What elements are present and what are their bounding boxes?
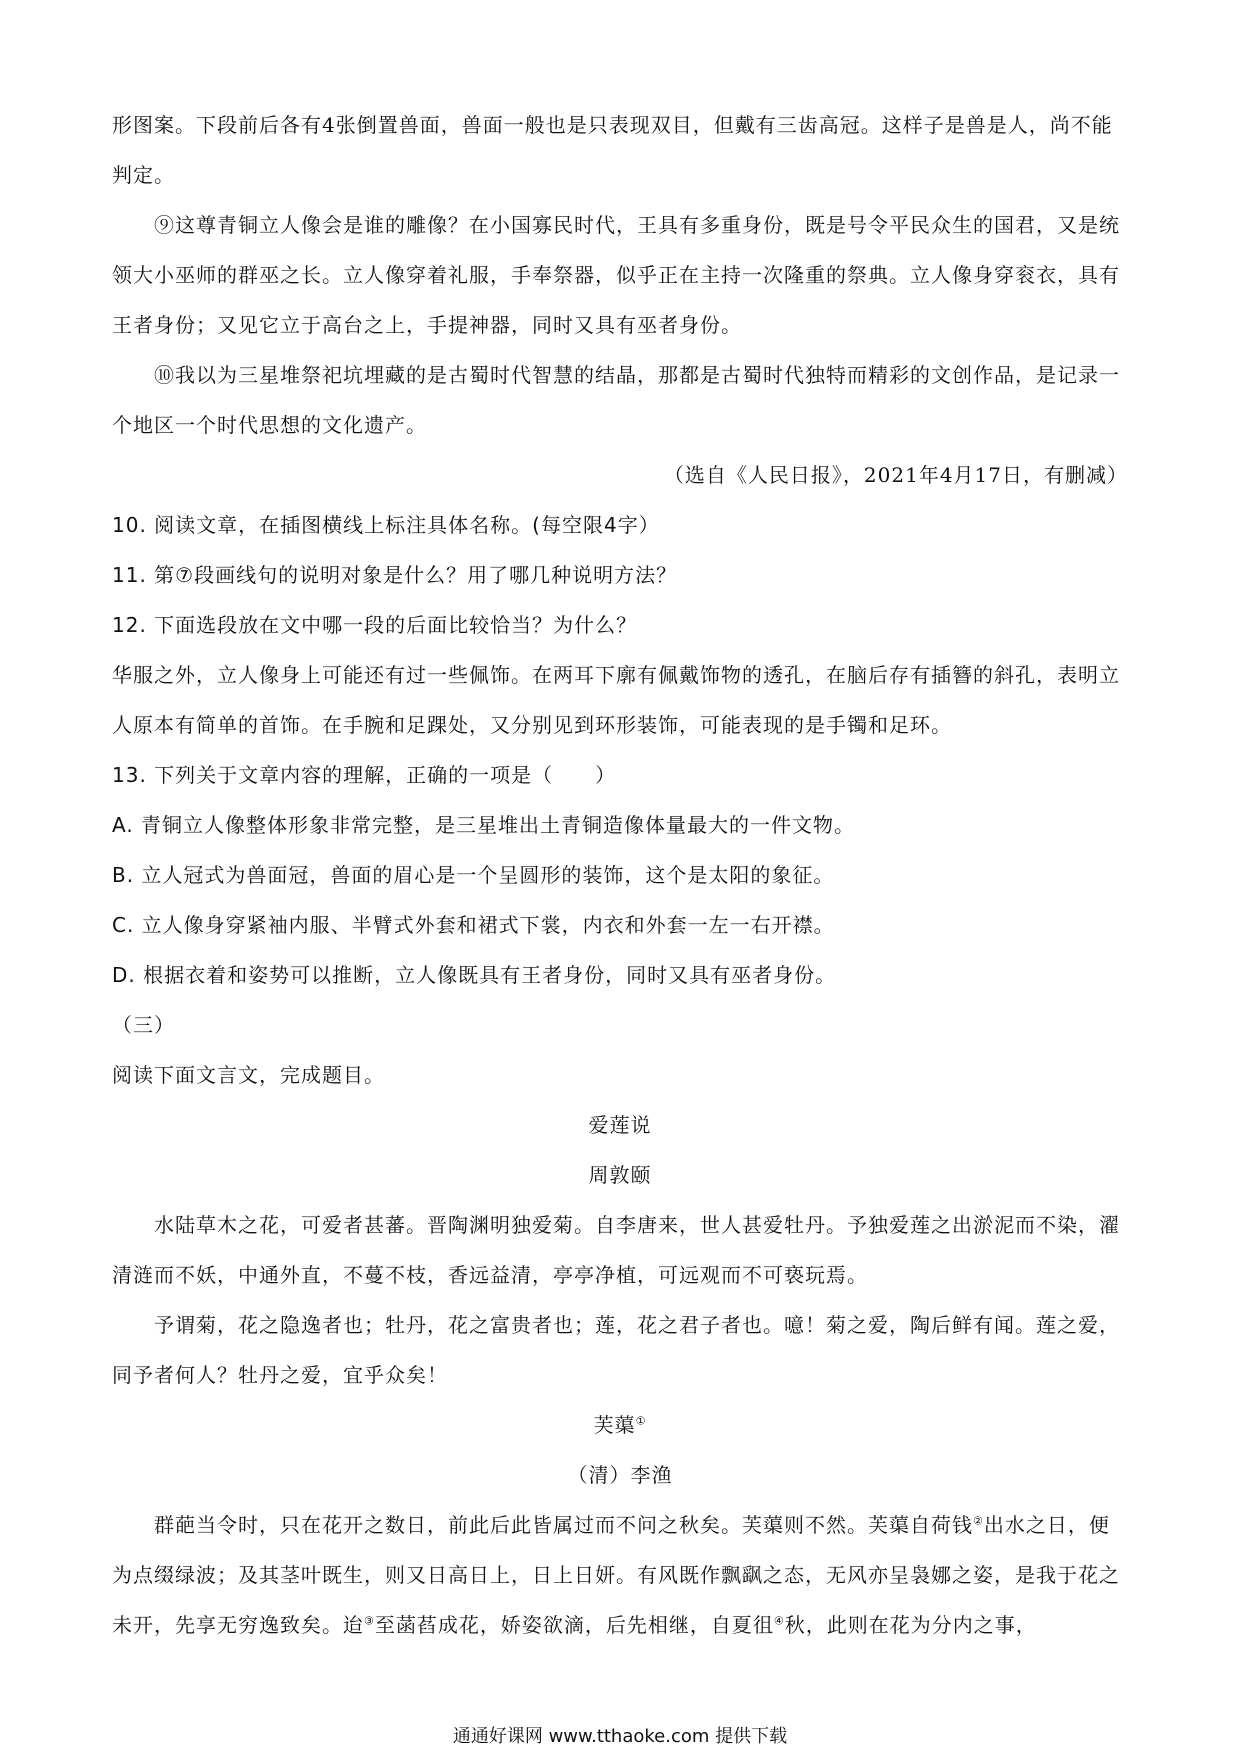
text2-p1-part-b: 出水之日，便为点缀绿波；及其茎叶既生，则又日高日上，日上日妍。有风既作飘飖之态，无风亦呈袅娜之姿，是我于花之未开，先享无穷逸致矣。迨	[112, 1513, 1120, 1637]
question-12: 12. 下面选段放在文中哪一段的后面比较恰当？为什么？	[112, 613, 638, 637]
page-content	[112, 100, 1128, 1650]
question-13: 13. 下列关于文章内容的理解，正确的一项是（ ）	[112, 763, 617, 787]
source-citation: （选自《人民日报》，2021年4月17日，有删减）	[663, 463, 1128, 487]
text2-p1-part-a: 群葩当令时，只在花开之数日，前此后此皆属过而不问之秋矣。芙蕖则不然。芙蕖自荷钱	[154, 1513, 973, 1537]
text1-author: 周敦颐	[588, 1163, 652, 1187]
footnote-marker-3: ③	[364, 1614, 375, 1628]
question-13-option-c: C. 立人像身穿紧袖内服、半臂式外套和裙式下裳，内衣和外套一左一右开襟。	[112, 913, 835, 937]
text2-title	[112, 1400, 1128, 1450]
question-12-excerpt: 华服之外，立人像身上可能还有过一些佩饰。在两耳下廓有佩戴饰物的透孔，在脑后存有插簪的斜孔，表明立人原本有简单的首饰。在手腕和足踝处，又分别见到环形装饰，可能表现的是手镯和足环。	[112, 663, 1120, 737]
question-13-option-a: A. 青铜立人像整体形象非常完整，是三星堆出土青铜造像体量最大的一件文物。	[112, 813, 856, 837]
question-10: 10. 阅读文章，在插图横线上标注具体名称。(每空限4字）	[112, 513, 660, 537]
footnote-marker-2: ②	[973, 1514, 984, 1528]
text1-paragraph-2: 予谓菊，花之隐逸者也；牡丹，花之富贵者也；莲，花之君子者也。噫！菊之爱，陶后鲜有闻。莲之爱，同予者何人？牡丹之爱，宜乎众矣！	[112, 1313, 1120, 1387]
section-3-heading: （三）	[112, 1013, 175, 1037]
page-footer: 通通好课网 www.tthaoke.com 提供下载	[452, 1726, 788, 1747]
text1-title: 爱莲说	[588, 1113, 652, 1137]
text2-p1-part-c: 至菡萏成花，娇姿欲滴，后先相继，自夏徂	[374, 1613, 774, 1637]
text2-p1-part-d: 秋，此则在花为分内之事，	[784, 1613, 1037, 1637]
question-11: 11. 第⑦段画线句的说明对象是什么？用了哪几种说明方法？	[112, 563, 678, 587]
text2-author: （清）李渔	[567, 1463, 673, 1487]
text2-paragraph-1	[112, 1500, 1128, 1650]
footnote-marker-1: ①	[635, 1414, 647, 1428]
question-13-option-d: D. 根据衣着和姿势可以推断，立人像既具有王者身份，同时又具有巫者身份。	[112, 963, 837, 987]
paragraph-8-tail: 形图案。下段前后各有4张倒置兽面，兽面一般也是只表现双目，但戴有三齿高冠。这样子是兽是人，尚不能判定。	[112, 113, 1113, 187]
footnote-marker-4: ④	[773, 1614, 785, 1628]
section-3-instruction: 阅读下面文言文，完成题目。	[112, 1063, 385, 1087]
question-13-option-b: B. 立人冠式为兽面冠，兽面的眉心是一个呈圆形的装饰，这个是太阳的象征。	[112, 863, 835, 887]
paragraph-9: ⑨这尊青铜立人像会是谁的雕像？在小国寡民时代，王具有多重身份，既是号令平民众生的国君，又是统领大小巫师的群巫之长。立人像穿着礼服，手奉祭器，似乎正在主持一次隆重的祭典。立人像身穿衮衣，具有王者身份；又见它立于高台之上，手提神器，同时又具有巫者身份。	[112, 213, 1120, 337]
paragraph-10: ⑩我以为三星堆祭祀坑埋藏的是古蜀时代智慧的结晶，那都是古蜀时代独特而精彩的文创作品，是记录一个地区一个时代思想的文化遗产。	[112, 363, 1120, 437]
text1-paragraph-1: 水陆草木之花，可爱者甚蕃。晋陶渊明独爱菊。自李唐来，世人甚爱牡丹。予独爱莲之出淤泥而不染，濯清涟而不妖，中通外直，不蔓不枝，香远益清，亭亭净植，可远观而不可亵玩焉。	[112, 1213, 1120, 1287]
text2-title-text: 芙蕖	[593, 1413, 636, 1437]
